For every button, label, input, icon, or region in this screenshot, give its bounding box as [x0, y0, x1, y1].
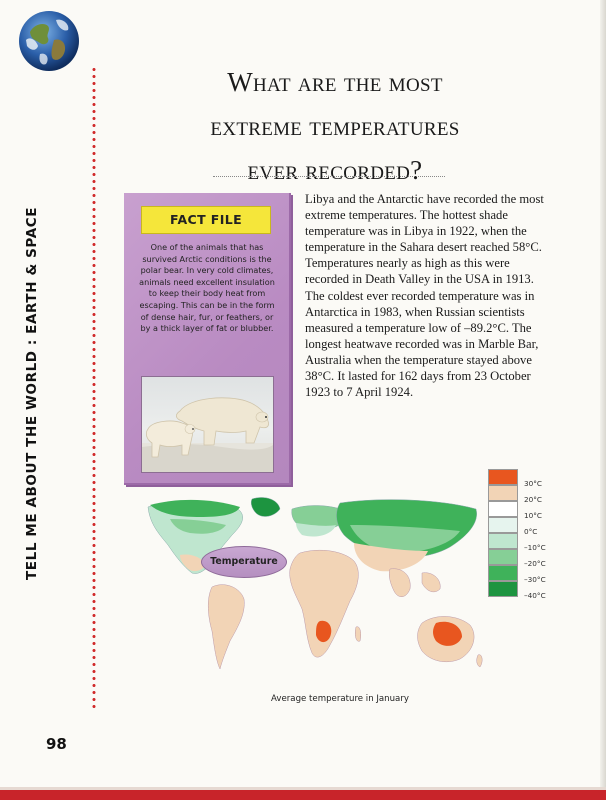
red-dotted-divider: [92, 66, 96, 711]
earth-globe-icon: [18, 10, 80, 72]
series-side-title: TELL ME ABOUT THE WORLD : EARTH & SPACE: [24, 206, 40, 580]
legend-label-30: 30°C: [524, 479, 543, 488]
legend-swatch-10: [488, 501, 518, 517]
page-number: 98: [46, 735, 67, 753]
legend-label-20: 20°C: [524, 495, 543, 504]
polar-bears-illustration: [142, 377, 273, 472]
legend-swatch-20: [488, 485, 518, 501]
legend-swatch-0: [488, 517, 518, 533]
page-title: [120, 60, 550, 192]
map-caption: Average temperature in January: [271, 694, 409, 704]
legend-swatch-minus10: [488, 533, 518, 549]
page-title-line-1: What are the most: [227, 67, 443, 97]
temperature-legend: [488, 469, 563, 614]
legend-label-minus30: –30°C: [524, 575, 546, 584]
world-temperature-map: [140, 495, 485, 695]
fact-file-header: FACT FILE: [141, 206, 271, 234]
title-dotted-underline: [213, 176, 445, 177]
legend-label-minus10: –10°C: [524, 543, 546, 552]
fact-file-text: One of the animals that has survived Arctic conditions is the polar bear. In very cold climates, animals need excellent insulation to keep their body heat from escaping. This can be in the form of dense hair, fur, or feathers, or by a thick layer of fat or blubber.: [139, 242, 275, 334]
main-article-text: Libya and the Antarctic have recorded the most extreme temperatures. The hottest shade temperature was in Libya in 1922, when the temperature in the Sahara desert reached 58°C. Temperatures nearly as high as this were recorded in Death Valley in the USA in 1913. The coldest ever recorded temperature was in Antarctica in 1983, when Russian scientists measured a temperature low of –89.2°C. The longest heatwave recorded was in Marble Bar, Australia when the temperature stayed above 38°C. It lasted for 162 days from 23 October 1923 to 7 April 1924.: [305, 192, 544, 400]
legend-swatch-minus20: [488, 549, 518, 565]
legend-swatch-minus30: [488, 565, 518, 581]
fact-file-box: [124, 193, 291, 485]
polar-bears-photo: [141, 376, 274, 473]
legend-label-minus20: –20°C: [524, 559, 546, 568]
temperature-label-bubble: Temperature: [201, 546, 287, 578]
page-title-line-2: extreme temperatures: [210, 111, 460, 141]
legend-label-0: 0°C: [524, 527, 538, 536]
legend-swatch-30: [488, 469, 518, 485]
page-edge: [600, 0, 606, 800]
legend-swatch-minus40: [488, 581, 518, 597]
legend-label-minus40: –40°C: [524, 591, 546, 600]
legend-label-10: 10°C: [524, 511, 543, 520]
page-title-line-3: ever recorded?: [247, 155, 423, 185]
bottom-red-band: [0, 790, 606, 800]
